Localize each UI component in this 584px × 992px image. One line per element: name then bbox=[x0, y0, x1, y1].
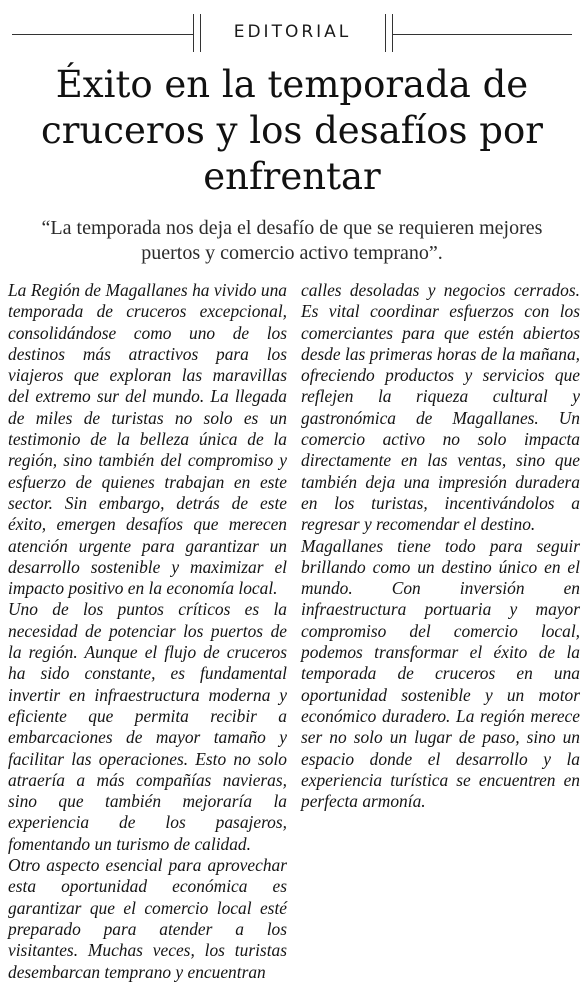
header-bracket-right-outer bbox=[392, 14, 393, 52]
body-paragraph: Otro aspecto esencial para aprovechar esta oportunidad económica es garantizar que el comercio local esté preparado para atender a los visitantes. Muchas veces, los turistas desembarcan temprano y encuentran bbox=[8, 855, 287, 982]
body-paragraph: La Región de Magallanes ha vivido una temporada de cruceros excepcional, consolidándose como uno de los destinos más atractivos para los viajeros que exploran las maravillas del extremo sur del mundo. La llegada de miles de turistas no solo es un testimonio de la belleza única de la región, sino también del compromiso y esfuerzo de quienes trabajan en este sector. Sin embargo, detrás de este éxito, emergen desafíos que merecen atención urgente para garantizar un desarrollo sostenible y maximizar el impacto positivo en la economía local. bbox=[8, 280, 287, 599]
section-header bbox=[12, 14, 572, 52]
headline: Éxito en la temporada de cruceros y los desafíos por enfrentar bbox=[41, 63, 543, 198]
body-paragraph-continued: calles desoladas y negocios cerrados. Es vital coordinar esfuerzos con los comerciantes para que estén abiertos desde las primeras horas de la mañana, ofreciendo productos y servicios que reflejen la riqueza cultural y gastronómica de Magallanes. Un comercio activo no solo impacta directamente en las ventas, sino que también deja una impresión duradera en los turistas, incentivándolos a regresar y recomendar el destino. bbox=[301, 280, 580, 535]
body-column-right bbox=[301, 280, 580, 812]
header-bracket-right-inner bbox=[385, 14, 386, 52]
section-label: EDITORIAL bbox=[233, 22, 352, 42]
body-paragraph: Magallanes tiene todo para seguir brillando como un destino único en el mundo. Con inversión en infraestructura portuaria y mayor compromiso del comercio local, podemos transformar el éxito de la temporada de cruceros en una oportunidad sostenible y un motor económico duradero. La región merece ser no solo un lugar de paso, sino un espacio donde el desarrollo y la experiencia turística se encuentren en perfecta armonía. bbox=[301, 535, 580, 812]
header-bracket-left-outer bbox=[193, 14, 194, 52]
header-rule-right bbox=[393, 34, 572, 35]
body-paragraph: Uno de los puntos críticos es la necesidad de potenciar los puertos de la región. Aunque el flujo de cruceros ha sido constante, es fundamental invertir en infraestructura moderna y eficiente que permita recibir a embarcaciones de mayor tamaño y facilitar las operaciones. Esto no solo atraería a más compañías navieras, sino que también mejoraría la experiencia de los pasajeros, fomentando un turismo de calidad. bbox=[8, 599, 287, 854]
body-column-left bbox=[8, 280, 287, 983]
subheadline-quote: “La temporada nos deja el desafío de que se requieren mejores puertos y comercio activo temprano”. bbox=[41, 217, 543, 264]
header-rule-left bbox=[12, 34, 193, 35]
